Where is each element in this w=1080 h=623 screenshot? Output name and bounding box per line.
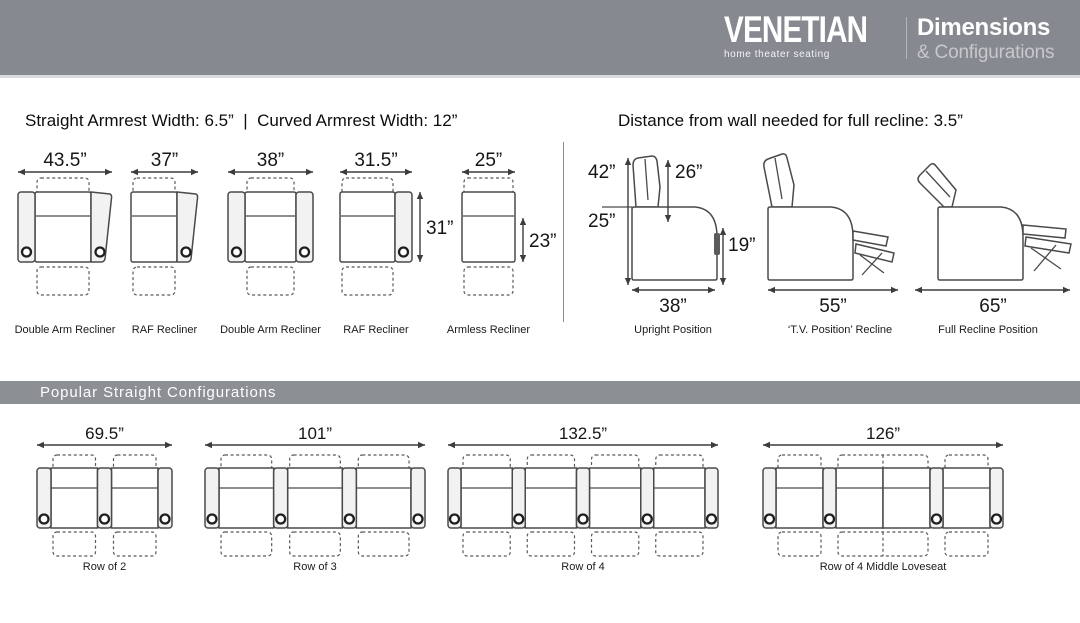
seat-body <box>288 468 343 528</box>
cupholder-icon <box>208 515 217 524</box>
configurations-band-title: Popular Straight Configurations <box>40 384 277 401</box>
row-name-label: Row of 4 <box>561 561 605 573</box>
brand-logo <box>724 11 903 60</box>
chair-side-body <box>632 207 717 280</box>
cupholder-icon <box>40 515 49 524</box>
seat-body <box>525 468 576 528</box>
arrowhead <box>763 442 770 448</box>
recliner-name-label: Armless Recliner <box>446 324 531 336</box>
arrowhead <box>1063 287 1070 293</box>
arrowhead <box>915 287 922 293</box>
seat-body <box>836 468 883 528</box>
footrest-zone <box>342 267 393 295</box>
side-view-tv <box>764 154 898 336</box>
header-bar <box>0 0 1080 78</box>
top-view-recliner <box>340 150 453 336</box>
footrest-zone <box>221 532 272 556</box>
arm-height-measurement: 25” <box>588 211 616 232</box>
depth-measurement: 55” <box>819 296 847 317</box>
chair-side-body <box>938 207 1023 280</box>
depth-measurement: 38” <box>659 296 687 317</box>
footrest-zone <box>463 532 510 556</box>
footrest-zone <box>290 532 341 556</box>
configurations-band <box>0 381 1080 404</box>
arrowhead <box>768 287 775 293</box>
cupholder-icon <box>414 515 423 524</box>
footrest-zone <box>133 267 175 295</box>
cupholder-icon <box>579 515 588 524</box>
seat-body <box>590 468 641 528</box>
cupholder-icon <box>399 248 408 257</box>
arrowhead <box>632 287 639 293</box>
arrowhead <box>625 278 631 285</box>
footrest <box>855 244 894 262</box>
seat-body <box>883 468 930 528</box>
arrowhead <box>520 218 526 225</box>
position-name-label: ‘T.V. Position’ Recline <box>787 324 893 336</box>
seat-body <box>51 468 98 528</box>
back-measurement: 26” <box>675 162 703 183</box>
row-configuration-diagrams <box>0 415 1080 623</box>
top-view-recliner <box>131 150 198 336</box>
recline-distance-heading: Distance from wall needed for full recline: 3.5” <box>618 111 963 130</box>
recliner-name-label: Double Arm Recliner <box>220 324 321 336</box>
recliner-name-label: RAF Recliner <box>343 324 409 336</box>
side-pocket <box>714 233 720 255</box>
footrest-zone <box>945 532 988 556</box>
seat-body <box>654 468 705 528</box>
brand-tagline: home theater seating <box>724 49 830 60</box>
footrest-zone <box>527 532 574 556</box>
arrowhead <box>417 255 423 262</box>
row-name-label: Row of 4 Middle Loveseat <box>819 561 947 573</box>
position-name-label: Upright Position <box>634 324 712 336</box>
arrowhead <box>720 278 726 285</box>
width-measurement: 31.5” <box>354 150 398 171</box>
brand-name: VENETIAN <box>724 9 868 50</box>
cupholder-icon <box>161 515 170 524</box>
title-line-1: Dimensions <box>917 14 1051 41</box>
cupholder-icon <box>300 248 309 257</box>
width-measurement: 43.5” <box>43 150 87 171</box>
row-name-label: Row of 2 <box>82 561 127 573</box>
row-name-label: Row of 3 <box>293 561 337 573</box>
arrowhead <box>711 442 718 448</box>
width-measurement: 132.5” <box>558 424 608 443</box>
arrowhead <box>996 442 1003 448</box>
seat-body <box>35 192 91 262</box>
seat-body <box>943 468 990 528</box>
title-line-2: & Configurations <box>917 42 1055 63</box>
cupholder-icon <box>932 515 941 524</box>
footrest-zone <box>358 532 409 556</box>
seat-body <box>219 468 274 528</box>
footrest-zone <box>114 532 157 556</box>
document-title <box>917 16 1054 62</box>
side-view-upright <box>588 156 755 336</box>
seat-body <box>245 192 296 262</box>
arrowhead <box>665 160 671 167</box>
top-view-recliner <box>447 150 557 336</box>
cupholder-icon <box>992 515 1001 524</box>
cupholder-icon <box>96 248 105 257</box>
row-configuration <box>448 424 718 573</box>
footrest <box>853 231 888 246</box>
cupholder-icon <box>707 515 716 524</box>
arrowhead <box>228 169 235 175</box>
top-view-recliner <box>15 150 116 336</box>
arrowhead <box>105 169 112 175</box>
height-measurement: 42” <box>588 162 616 183</box>
width-measurement: 25” <box>474 150 503 171</box>
arrowhead <box>708 287 715 293</box>
arrowhead <box>165 442 172 448</box>
arrowhead <box>37 442 44 448</box>
cupholder-icon <box>825 515 834 524</box>
section-divider <box>563 142 564 322</box>
arrowhead <box>131 169 138 175</box>
depth-measurement: 23” <box>529 231 557 252</box>
footrest <box>1025 237 1071 253</box>
cupholder-icon <box>450 515 459 524</box>
recliner-name-label: Double Arm Recliner <box>14 324 116 336</box>
armrest-measurement: 19” <box>728 235 756 256</box>
chair-side-body <box>768 207 853 280</box>
arrowhead <box>720 228 726 235</box>
row-configuration <box>763 424 1003 573</box>
seat-body <box>340 192 395 262</box>
arrowhead <box>891 287 898 293</box>
depth-measurement: 31” <box>426 218 454 239</box>
seat-body <box>112 468 159 528</box>
headrest <box>918 164 956 207</box>
arrowhead <box>508 169 515 175</box>
cupholder-icon <box>100 515 109 524</box>
footrest <box>1023 225 1066 238</box>
footrest-zone <box>247 267 294 295</box>
depth-measurement: 65” <box>979 296 1007 317</box>
width-measurement: 37” <box>150 150 179 171</box>
footrest-zone <box>464 267 513 295</box>
seat-body <box>776 468 823 528</box>
seat-body <box>131 192 177 262</box>
cupholder-icon <box>514 515 523 524</box>
footrest-zone <box>53 532 96 556</box>
recline-position-diagrams <box>570 145 1080 345</box>
arrowhead <box>340 169 347 175</box>
recliner-name-label: RAF Recliner <box>131 324 198 336</box>
footrest-zone <box>778 532 821 556</box>
width-measurement: 126” <box>865 424 901 443</box>
cupholder-icon <box>22 248 31 257</box>
top-view-recliner <box>220 150 321 336</box>
row-configuration <box>205 424 425 573</box>
cupholder-icon <box>765 515 774 524</box>
arrowhead <box>205 442 212 448</box>
arrowhead <box>405 169 412 175</box>
arrowhead <box>18 169 25 175</box>
side-view-full <box>915 164 1071 336</box>
arrowhead <box>306 169 313 175</box>
arrowhead <box>520 255 526 262</box>
footrest-zone <box>37 267 89 295</box>
position-name-label: Full Recline Position <box>938 324 1038 336</box>
seat-body <box>462 192 515 262</box>
cupholder-icon <box>232 248 241 257</box>
recliner-width-diagrams <box>0 145 563 345</box>
arrowhead <box>625 158 631 165</box>
cupholder-icon <box>345 515 354 524</box>
arrowhead <box>191 169 198 175</box>
footrest-zone <box>656 532 703 556</box>
cupholder-icon <box>182 248 191 257</box>
footrest-zone <box>592 532 639 556</box>
arrowhead <box>417 192 423 199</box>
armrest-width-heading: Straight Armrest Width: 6.5” | Curved Armrest Width: 12” <box>25 111 458 130</box>
row-configuration <box>37 424 172 573</box>
arrowhead <box>462 169 469 175</box>
width-measurement: 69.5” <box>85 424 124 443</box>
seat-body <box>356 468 411 528</box>
width-measurement: 38” <box>256 150 285 171</box>
header-divider <box>906 17 907 59</box>
arrowhead <box>418 442 425 448</box>
seat-body <box>461 468 512 528</box>
width-measurement: 101” <box>297 424 333 443</box>
cupholder-icon <box>643 515 652 524</box>
arrowhead <box>448 442 455 448</box>
cupholder-icon <box>276 515 285 524</box>
